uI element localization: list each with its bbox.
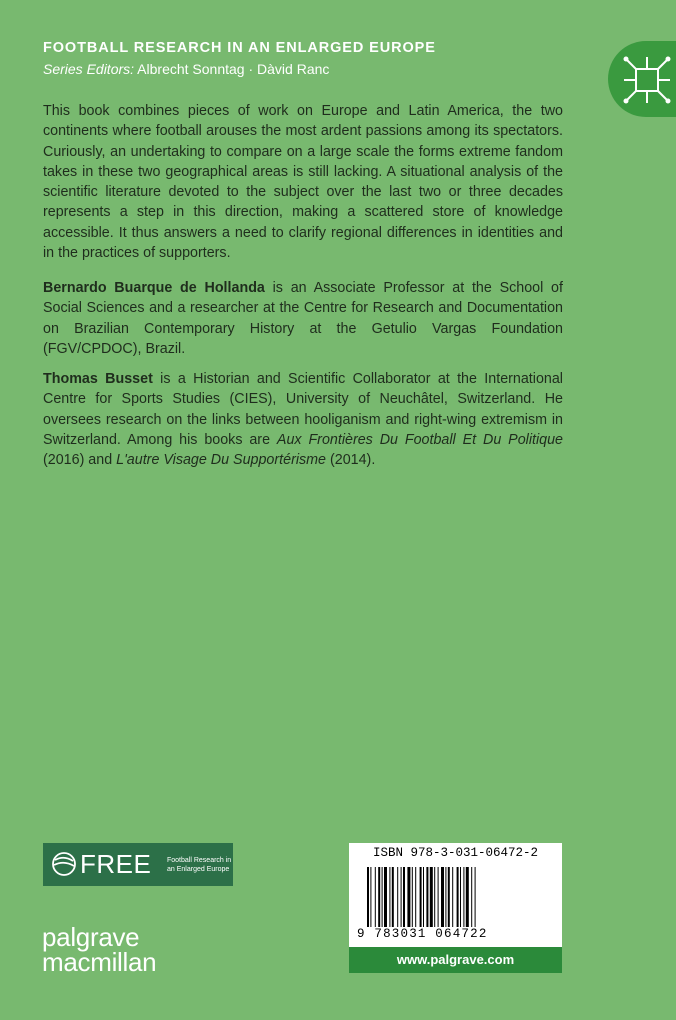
book-title: Aux Frontières Du Football Et Du Politique <box>276 431 564 448</box>
author-bio-text: (2016) and <box>43 452 117 469</box>
barcode-bar <box>471 867 472 927</box>
series-editors <box>43 61 329 77</box>
publisher-logo <box>42 922 157 977</box>
isbn-digits: 9 783031 064722 <box>357 927 488 941</box>
book-title: L'autre Visage Du Supportérisme <box>116 452 327 469</box>
barcode-bar <box>384 867 387 927</box>
barcode-bar <box>415 867 416 927</box>
swirl-logo-icon <box>51 850 77 878</box>
barcode-bar <box>375 867 376 927</box>
barcode-box <box>349 843 562 947</box>
barcode-bar <box>460 867 461 927</box>
author-bio-text: is an Associate Professor at the School of Social Sciences and a researcher at the Centre for Research and Documentation on Brazilian Contemporary History at the Getulio Vargas Foundation (FGV/CPDOC), Brazil. <box>43 280 563 357</box>
series-editors-names: Albrecht Sonntag · Dàvid Ranc <box>137 61 330 77</box>
author-bio-busset <box>43 369 563 470</box>
barcode-bar <box>423 867 424 927</box>
barcode-bars <box>367 867 547 933</box>
barcode-bar <box>430 867 433 927</box>
barcode-bar <box>445 867 446 927</box>
free-series-logo <box>43 843 233 886</box>
publisher-url[interactable]: www.palgrave.com <box>349 947 562 973</box>
barcode-bar <box>412 867 413 927</box>
series-editors-label: Series Editors: <box>43 61 135 77</box>
barcode-bar <box>401 867 402 927</box>
barcode-bar <box>438 867 439 927</box>
barcode-bar <box>426 867 428 927</box>
free-logo-line1: Football Research in <box>167 857 232 864</box>
circuit-network-icon <box>622 55 672 105</box>
series-badge <box>608 41 676 117</box>
barcode-bar <box>434 867 435 927</box>
barcode-bar <box>407 867 410 927</box>
author-name: Bernardo Buarque de Hollanda <box>43 280 265 296</box>
isbn-label: ISBN 978-3-031-06472-2 <box>372 846 539 860</box>
barcode-bar <box>452 867 453 927</box>
barcode-bar <box>378 867 380 927</box>
barcode-bar <box>475 867 476 927</box>
barcode-bar <box>420 867 422 927</box>
barcode-bar <box>370 867 371 927</box>
barcode-bar <box>389 867 390 927</box>
barcode-bar <box>392 867 394 927</box>
barcode-bar <box>382 867 383 927</box>
book-blurb: This book combines pieces of work on Europe and Latin America, the two continents where football arouses the most ardent passions among its spectators. Curiously, an undertaking to compare on a large scale the forms extreme fandom takes in these two geographical areas is still lacking. A situational analysis of the scientific literature devoted to the subject over the last two or three decades represents a step in this direction, making a scattered store of knowledge accessible. It thus answers a need to clarify regional differences in identities and in the practices of supporters. <box>43 103 563 262</box>
series-title: FOOTBALL RESEARCH IN AN ENLARGED EUROPE <box>43 40 436 56</box>
publisher-line2: macmillan <box>42 947 157 977</box>
free-logo-word: FREE <box>80 849 152 879</box>
barcode-bar <box>397 867 398 927</box>
free-logo-subtitle <box>167 856 231 874</box>
barcode-bar <box>367 867 369 927</box>
author-bio-text: (2014). <box>326 452 376 469</box>
publisher-line1: palgrave <box>42 922 140 952</box>
barcode-bar <box>466 867 469 927</box>
author-bio-text: is a Historian and Scientific Collaborator at the International Centre for Sports Studies (CIES), University of Neuchâtel, Switzerland. He oversees research on the links between hooliganism and right-wing extremism in Switzerland. Among his books are <box>43 371 563 448</box>
barcode-bar <box>463 867 464 927</box>
barcode-bar <box>403 867 405 927</box>
author-bio-hollanda <box>43 278 563 359</box>
author-name: Thomas Busset <box>43 371 153 387</box>
free-logo-line2: an Enlarged Europe <box>167 866 230 873</box>
barcode-bar <box>441 867 444 927</box>
barcode-bar <box>457 867 459 927</box>
barcode-bar <box>448 867 450 927</box>
